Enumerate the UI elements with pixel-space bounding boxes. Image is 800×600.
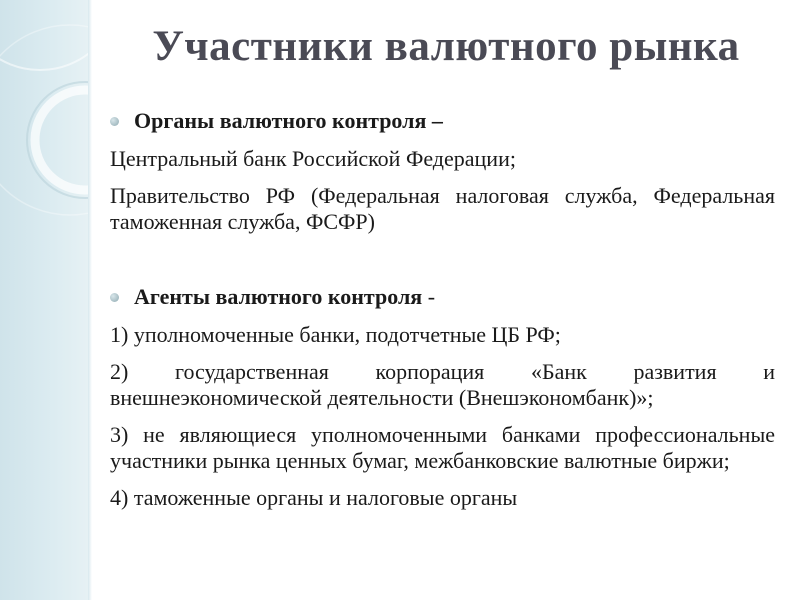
section-spacer xyxy=(110,246,775,284)
decorative-side-panel xyxy=(0,0,88,600)
body-line: 1) уполномоченные банки, подотчетные ЦБ РФ; xyxy=(110,322,561,347)
body-line: Правительство РФ (Федеральная налоговая служба, Федеральная таможенная служба, ФСФР) xyxy=(110,183,775,234)
bullet-icon xyxy=(110,117,119,126)
section-heading-control-bodies xyxy=(110,108,775,134)
side-panel-edge xyxy=(88,0,92,600)
heading-bold-text: Органы валютного контроля – xyxy=(134,108,443,133)
body-line: Центральный банк Российской Федерации; xyxy=(110,146,516,171)
heading-rest-text: - xyxy=(422,284,436,309)
section-heading-control-agents xyxy=(110,284,775,310)
bullet-icon xyxy=(110,293,119,302)
body-line: 4) таможенные органы и налоговые органы xyxy=(110,485,518,510)
slide-title: Участники валютного рынка xyxy=(152,23,740,70)
body-line: 2) государственная корпорация «Банк развития и внешнеэкономической деятельности (Внешэкономбанк)»; xyxy=(110,359,775,410)
slide-body xyxy=(110,108,775,522)
decorative-circles xyxy=(0,0,88,600)
heading-bold-text: Агенты валютного контроля xyxy=(134,284,423,309)
body-line: 3) не являющиеся уполномоченными банками профессиональные участники рынка ценных бумаг, межбанковские валютные биржи; xyxy=(110,422,775,473)
